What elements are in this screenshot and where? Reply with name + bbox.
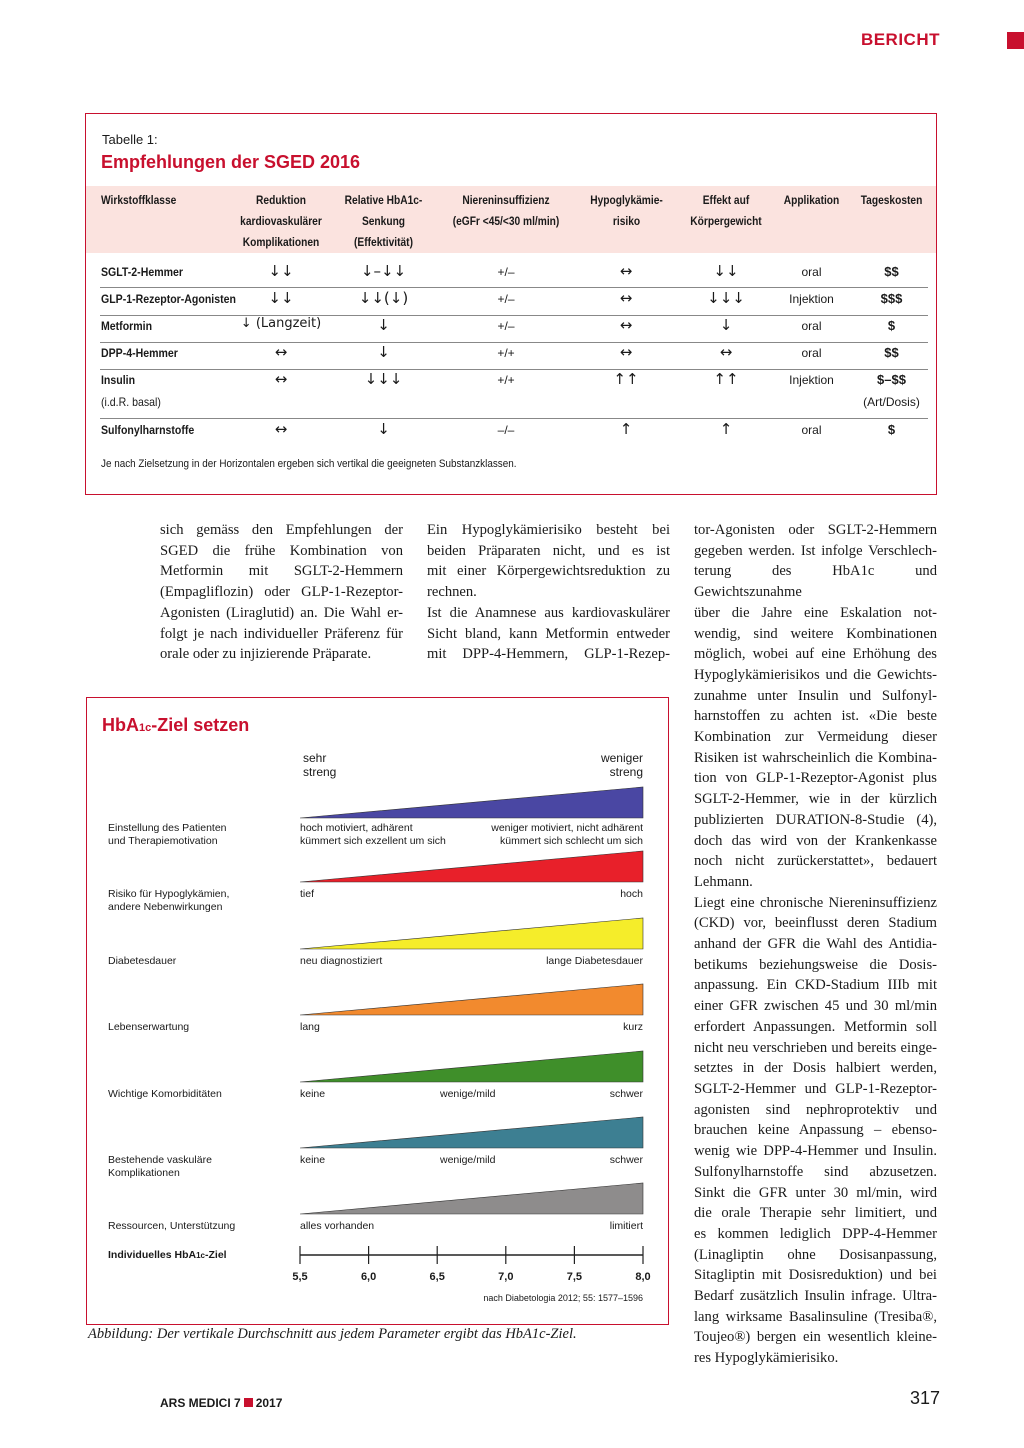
gradient-wedge: [300, 1117, 643, 1148]
figure-caption: Abbildung: Der vertikale Durchschnitt aus jedem Parameter ergibt das HbA1c-Ziel.: [88, 1326, 577, 1342]
axis-tick-label: 5,5: [292, 1271, 308, 1283]
col-header-hba1c: Relative HbA1c- Senkung (Effektivität): [344, 193, 423, 249]
parameter-label: Wichtige Komorbiditäten: [108, 1088, 222, 1100]
parameter-left-text: lang: [300, 1021, 320, 1033]
parameter-right-text: kurz: [623, 1021, 643, 1033]
article-column-1: sich gemäss den Empfehlungen der SGED die frühe Kombination von Metformin mit SGLT-2-Hemmern (Empagliflozin) oder GLP-1-Rezeptor- Agonisten (Liraglutid) an. Die Wahl er- folgt je nach individueller Präferenz für orale oder zu injizierende Präparate.: [160, 522, 403, 663]
scale-left-label: sehr streng: [303, 751, 337, 779]
figure-source: nach Diabetologia 2012; 55: 1577–1596: [483, 1293, 643, 1303]
parameter-left-text: hoch motiviert, adhärent kümmert sich exzellent um sich: [300, 822, 446, 847]
section-marker: [1007, 32, 1024, 49]
page-number: 317: [909, 1388, 940, 1408]
parameter-mid-text: wenige/mild: [440, 1154, 496, 1166]
parameter-label: Einstellung des Patienten und Therapiemotivation: [108, 822, 227, 847]
hba1c-target-figure: [86, 697, 669, 1325]
parameter-label: Risiko für Hypoglykämien, andere Nebenwirkungen: [108, 888, 230, 913]
parameter-right-text: lange Diabetesdauer: [546, 955, 643, 967]
recommendation-table: Tabelle 1: Empfehlungen der SGED 2016 Wirkstoffklasse Reduktion kardiovaskulärer Komplikationen Relative HbA1c- Senkung (Effektivität) Niereninsuffizienz (eGFr <45/<30 ml/min) Hypoglykämie- risiko Effekt auf Körpergewicht Applikation Tageskosten SGLT-2-Hemmer ↓↓ ↓–↓↓ +/– ↔ ↓↓ oral $$ GLP-1-Rezeptor-Agonisten ↓↓ ↓↓(↓) +/– ↔ ↓↓↓ Injektion $$$ Metformin ↓ (Langzeit) ↓ +/– ↔ ↓ oral $ DPP-4-Hemmer ↔ ↓ +/+ ↔ ↔ oral $$ Insulin (i.d.R. basal) ↔ ↓↓↓ +/+ ↑↑ ↑↑ Injektion $–$$ (Art/Dosis) Sulfonylharnstoffe ↔ ↓ –/– ↑ ↑ oral $ Je nach Zielsetzung in der Horizontalen ergeben sich vertikal die geeigneten Substanzklassen.: [85, 113, 937, 495]
row-divider: [100, 287, 928, 288]
col-header-koerpergewicht: Effekt auf Körpergewicht: [690, 193, 762, 228]
gradient-wedge: [300, 787, 643, 818]
row-divider: [100, 418, 928, 419]
axis-title: Individuelles HbA1c-Ziel: [108, 1249, 227, 1261]
col-header-tageskosten: Tageskosten: [860, 193, 923, 207]
parameter-right-text: limitiert: [609, 1220, 643, 1232]
article-column-3: tor-Agonisten oder SGLT-2-Hemmern gegeben werden. Ist infolge Verschlech- terung des HbA1c und Gewichtszunahme über die Jahre eine Eskalation not- wendig, sind weitere Kombinationen möglich, wobei auf eine Erhöhung des Hypoglykämierisikos und die Gewichts- zunahme unter Insulin und Sulfonyl- harnstoffen zu achten ist. «Die beste Kombination zur Vermeidung dieser Risiken ist wahrscheinlich die Kombina- tion von GLP-1-Rezeptor-Agonist plus SGLT-2-Hemmer, wie in der kürzlich publizierten DURATION-8-Studie (4), doch das wird von der Krankenkasse noch nicht zurückerstattet», bedauert Lehmann. Liegt eine chronische Niereninsuffizienz (CKD) vor, beeinflusst deren Stadium anhand der GFR die Wahl des Antidia- betikums beziehungsweise die Dosis- anpassung. Ein CKD-Stadium IIIb mit einer GFR zwischen 45 und 30 ml/min erfordert Anpassungen. Metformin soll nicht neu verschrieben und bereits einge- setztes in der Dosis halbiert werden, SGLT-2-Hemmer und GLP-1-Rezeptor- agonisten sind nephroprotektiv und brauchen keine Anpassung – ebenso- wenig wie DPP-4-Hemmer und Insulin. Sulfonylharnstoffe sind abzusetzen. Sinkt die GFR unter 30 ml/min, wird die orale Therapie sehr limitiert, und es kommen lediglich DPP-4-Hemmer (Linagliptin ohne Dosisanpassung, Sitagliptin mit Dosisreduktion) und bei Bedarf zusätzlich Insulin infrage. Ultra- lang wirksame Basalinsuline (Tresiba®, Toujeo®) bergen ein wesentlich kleine- res Hypoglykämierisiko.: [694, 522, 937, 1367]
axis-tick-label: 6,0: [360, 1271, 377, 1283]
row-divider: [100, 315, 928, 316]
parameter-right-text: hoch: [620, 888, 643, 900]
gradient-wedge: [300, 918, 643, 949]
col-header-wirkstoffklasse: Wirkstoffklasse: [101, 193, 177, 207]
col-header-cv-reduktion: Reduktion kardiovaskulärer Komplikationen: [240, 193, 322, 249]
parameter-left-text: keine: [300, 1154, 326, 1166]
table-footnote: Je nach Zielsetzung in der Horizontalen ergeben sich vertikal die geeigneten Substanzklassen.: [101, 458, 517, 470]
parameter-label: Bestehende vaskuläre Komplikationen: [108, 1154, 212, 1179]
axis-tick-label: 8,0: [635, 1271, 651, 1283]
gradient-wedge: [300, 851, 643, 882]
parameter-right-text: schwer: [609, 1154, 643, 1166]
parameter-left-text: neu diagnostiziert: [300, 955, 383, 967]
figure-graphics: [87, 698, 670, 1326]
table-title: Empfehlungen der SGED 2016: [101, 152, 361, 172]
scale-right-label: weniger streng: [600, 751, 643, 779]
parameter-right-text: schwer: [609, 1088, 643, 1100]
parameter-right-text: weniger motiviert, nicht adhärent kümmert sich schlecht um sich: [491, 822, 643, 847]
gradient-wedge: [300, 984, 643, 1015]
parameter-left-text: keine: [300, 1088, 326, 1100]
col-header-applikation: Applikation: [783, 193, 840, 207]
row-divider: [100, 369, 928, 370]
gradient-wedge: [300, 1051, 643, 1082]
publication-footer: ARS MEDICI 7 2017: [160, 1396, 283, 1410]
parameter-label: Ressourcen, Unterstützung: [108, 1220, 236, 1232]
parameter-left-text: tief: [300, 888, 315, 900]
section-label: BERICHT: [860, 30, 940, 49]
col-header-hypoglykaemie: Hypoglykämie- risiko: [590, 193, 663, 228]
row-divider: [100, 342, 928, 343]
col-header-niereninsuffizienz: Niereninsuffizienz (eGFr <45/<30 ml/min): [452, 193, 560, 228]
axis-tick-label: 7,5: [566, 1271, 583, 1283]
gradient-wedge: [300, 1183, 643, 1214]
axis-tick-label: 7,0: [498, 1271, 514, 1283]
footer-marker: [244, 1398, 253, 1407]
parameter-label: Lebenserwartung: [108, 1021, 190, 1033]
table-kicker: Tabelle 1:: [102, 132, 158, 147]
figure-title: HbA1c-Ziel setzen: [102, 715, 250, 735]
parameter-label: Diabetesdauer: [108, 955, 177, 967]
parameter-left-text: alles vorhanden: [300, 1220, 375, 1232]
parameter-mid-text: wenige/mild: [440, 1088, 496, 1100]
axis-tick-label: 6,5: [429, 1271, 445, 1283]
article-column-2: Ein Hypoglykämierisiko besteht bei beiden Präparaten nicht, und es ist mit einer Körpergewichtsreduktion zu rechnen. Ist die Anamnese aus kardiovaskulärer Sicht bland, kann Metformin entweder mit DPP-4-Hemmern, GLP-1-Rezep-: [427, 522, 670, 663]
